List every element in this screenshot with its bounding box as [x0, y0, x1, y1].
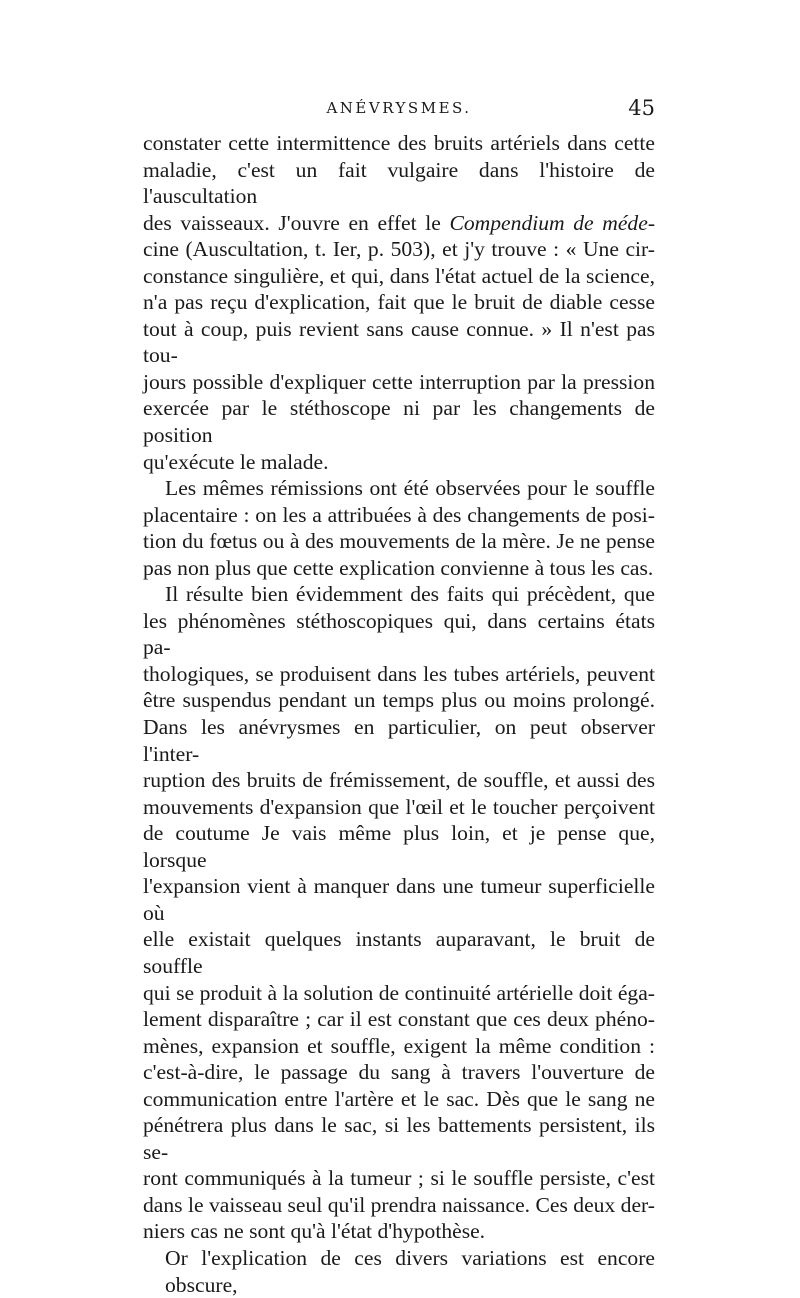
text-line: constater cette intermittence des bruits artériels dans cette: [143, 131, 655, 155]
text-line: placentaire : on les a attribuées à des changements de posi-: [143, 502, 655, 527]
page-number: 45: [628, 96, 655, 120]
text-line: niers cas ne sont qu'à l'état d'hypothèse.: [143, 1219, 486, 1244]
text-line: mouvements d'expansion que l'œil et le toucher perçoivent: [143, 794, 655, 819]
paragraph-1: [143, 130, 655, 475]
body-text: [143, 130, 655, 1298]
text-line: ront communiqués à la tumeur ; si le souffle persiste, c'est: [143, 1166, 655, 1191]
paragraph-2: [143, 475, 655, 581]
text-line: jours possible d'expliquer cette interruption par la pression: [143, 369, 655, 394]
paragraph-3: [143, 581, 655, 1245]
text-line: qu'exécute le malade.: [143, 449, 329, 474]
text-line: constance singulière, et qui, dans l'état actuel de la science,: [143, 263, 655, 288]
text-line: [143, 210, 655, 237]
text-line: communication entre l'artère et le sac. Dès que le sang ne: [143, 1086, 655, 1111]
text-line: maladie, c'est un fait vulgaire dans l'histoire de l'auscultation: [143, 157, 655, 209]
text-line: dans le vaisseau seul qu'il prendra naissance. Ces deux der-: [143, 1192, 655, 1217]
text-line: qui se produit à la solution de continuité artérielle doit éga-: [143, 980, 655, 1005]
text-line: mènes, expansion et souffle, exigent la même condition :: [143, 1033, 655, 1058]
text-line: cine (Auscultation, t. Ier, p. 503), et j'y trouve : « Une cir-: [143, 237, 655, 262]
text-line: Les mêmes rémissions ont été observées pour le souffle: [165, 476, 655, 501]
text-line: c'est-à-dire, le passage du sang à travers l'ouverture de: [143, 1060, 655, 1085]
text-line: Dans les anévrysmes en particulier, on peut observer l'inter-: [143, 715, 655, 766]
text-line: les phénomènes stéthoscopiques qui, dans certains états pa-: [143, 608, 655, 660]
text-line: de coutume Je vais même plus loin, et je pense que, lorsque: [143, 821, 655, 872]
text-line: pénétrera plus dans le sac, si les battements persistent, ils se-: [143, 1113, 655, 1164]
text-line: Il résulte bien évidemment des faits qui précèdent, que: [165, 582, 655, 607]
text-line: pas non plus que cette explication convienne à tous les cas.: [143, 555, 654, 580]
running-title: ANÉVRYSMES.: [326, 99, 472, 117]
text-line: Or l'explication de ces divers variations est encore obscure,: [165, 1245, 655, 1297]
paragraph-4: [143, 1245, 655, 1298]
text-line-segment: des vaisseaux. J'ouvre en effet le: [143, 210, 450, 235]
text-line: thologiques, se produisent dans les tubes artériels, peuvent: [143, 661, 655, 686]
text-line: exercée par le stéthoscope ni par les changements de position: [143, 396, 655, 448]
text-line: n'a pas reçu d'explication, fait que le bruit de diable cesse: [143, 290, 655, 315]
text-line: ruption des bruits de frémissement, de souffle, et aussi des: [143, 768, 655, 793]
text-line: tout à coup, puis revient sans cause connue. » Il n'est pas tou-: [143, 316, 655, 368]
italic-title: Compendium de méde-: [449, 210, 656, 235]
text-line: être suspendus pendant un temps plus ou moins prolongé.: [143, 688, 655, 713]
text-line: tion du fœtus ou à des mouvements de la mère. Je ne pense: [143, 529, 655, 554]
running-head: [143, 96, 655, 122]
text-line: elle existait quelques instants auparavant, le bruit de souffle: [143, 927, 655, 978]
text-line: l'expansion vient à manquer dans une tumeur superficielle où: [143, 874, 655, 925]
text-line: lement disparaître ; car il est constant que ces deux phéno-: [143, 1007, 655, 1032]
